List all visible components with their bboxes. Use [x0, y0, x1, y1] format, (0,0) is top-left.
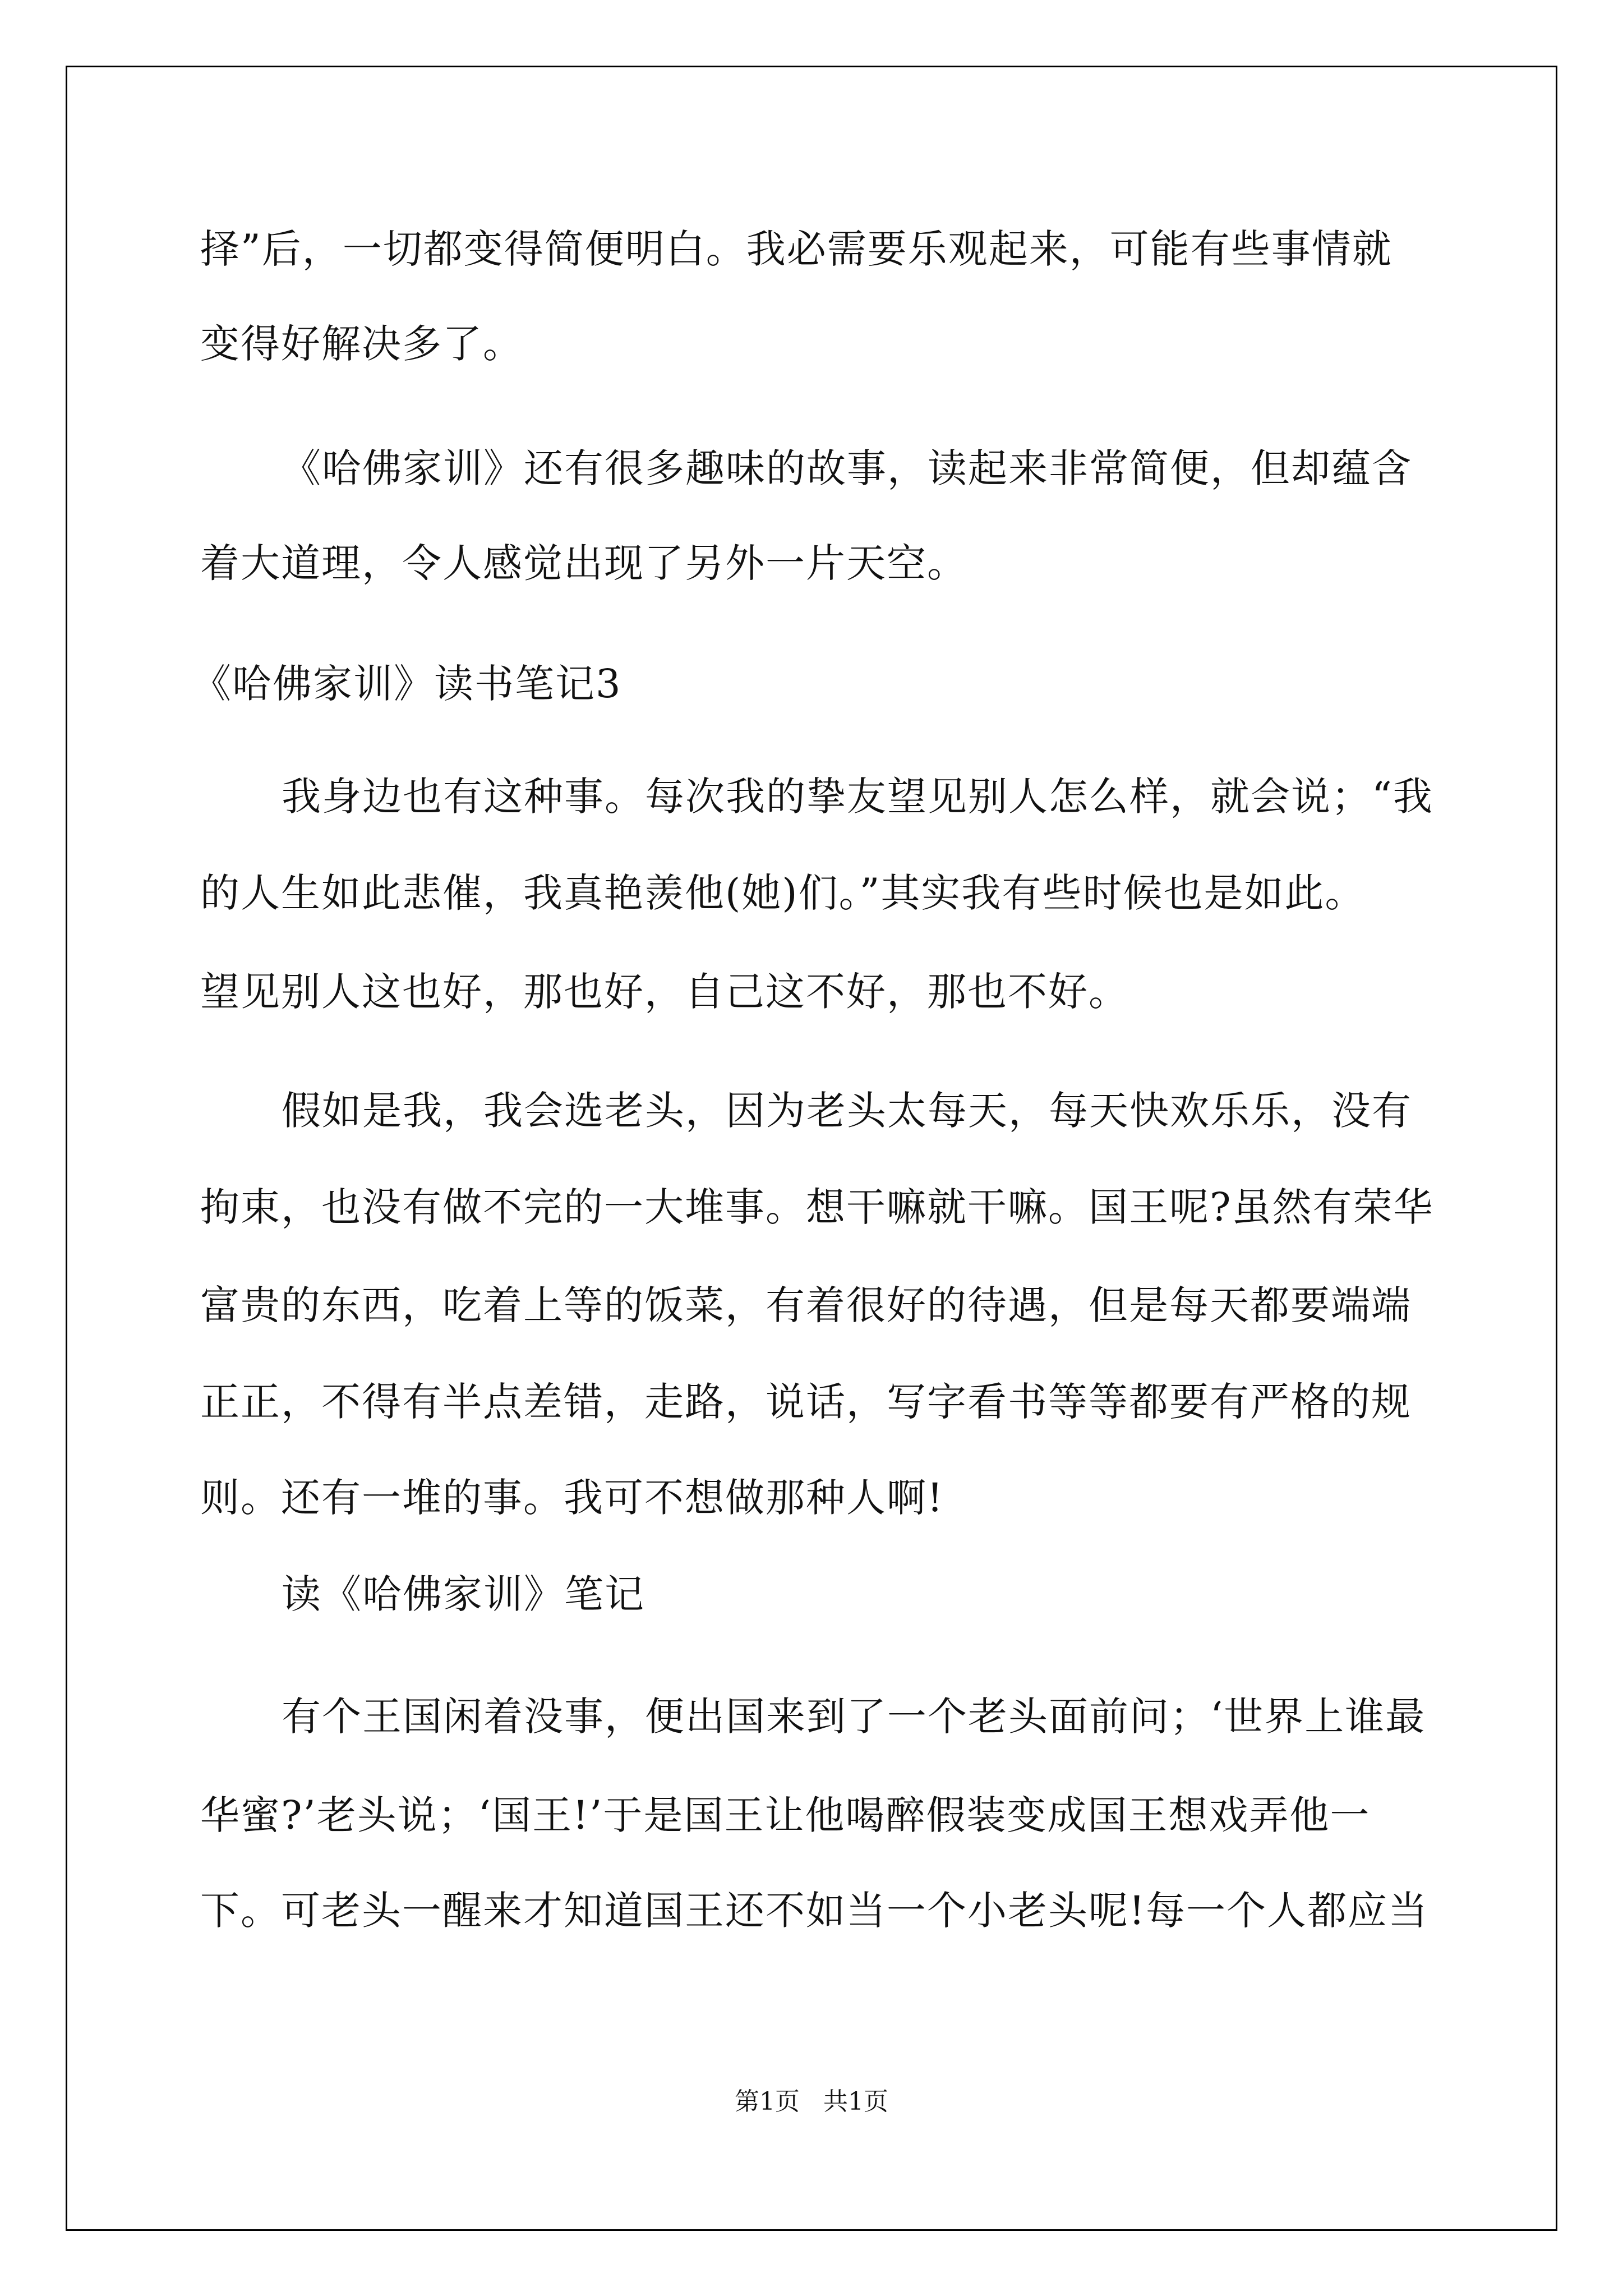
- page-number-footer: 第1页 共1页: [735, 2087, 888, 2116]
- paragraph-line: 拘束，也没有做不完的一大堆事。想干嘛就干嘛。国王呢?虽然有荣华: [200, 1184, 1434, 1230]
- paragraph-line: 《哈佛家训》还有很多趣味的故事，读起来非常简便，但却蕴含: [282, 445, 1412, 491]
- paragraph-line: 有个王国闲着没事，便出国来到了一个老头面前问；‘世界上谁最: [282, 1694, 1426, 1740]
- paragraph-line: 富贵的东西，吃着上等的饭菜，有着很好的待遇，但是每天都要端端: [200, 1282, 1412, 1328]
- paragraph-line: 望见别人这也好，那也好，自己这不好，那也不好。: [200, 969, 1129, 1015]
- paragraph-line: 变得好解决多了。: [200, 321, 523, 367]
- paragraph-line: 着大道理，令人感觉出现了另外一片天空。: [200, 540, 967, 586]
- paragraph-line: 假如是我，我会选老头，因为老头太每天，每天快欢乐乐，没有: [282, 1088, 1412, 1134]
- section-heading: 《哈佛家训》读书笔记3: [192, 661, 622, 707]
- paragraph-line: 我身边也有这种事。每次我的挚友望见别人怎么样，就会说；“我: [282, 774, 1433, 820]
- paragraph-line: 则。还有一堆的事。我可不想做那种人啊!: [200, 1475, 944, 1521]
- paragraph-line: 下。可老头一醒来才知道国王还不如当一个小老头呢!每一个人都应当: [200, 1888, 1429, 1934]
- section-heading: 读《哈佛家训》笔记: [282, 1571, 645, 1617]
- paragraph-line: 正正，不得有半点差错，走路，说话，写字看书等等都要有严格的规: [200, 1379, 1412, 1425]
- paragraph-line: 华蜜?’老头说；‘国王!’于是国王让他喝醉假装变成国王想戏弄他一: [200, 1792, 1371, 1838]
- paragraph-line: 的人生如此悲催，我真艳羡他(她)们。”其实我有些时候也是如此。: [200, 870, 1366, 916]
- paragraph-line: 择”后，一切都变得简便明白。我必需要乐观起来，可能有些事情就: [200, 226, 1393, 272]
